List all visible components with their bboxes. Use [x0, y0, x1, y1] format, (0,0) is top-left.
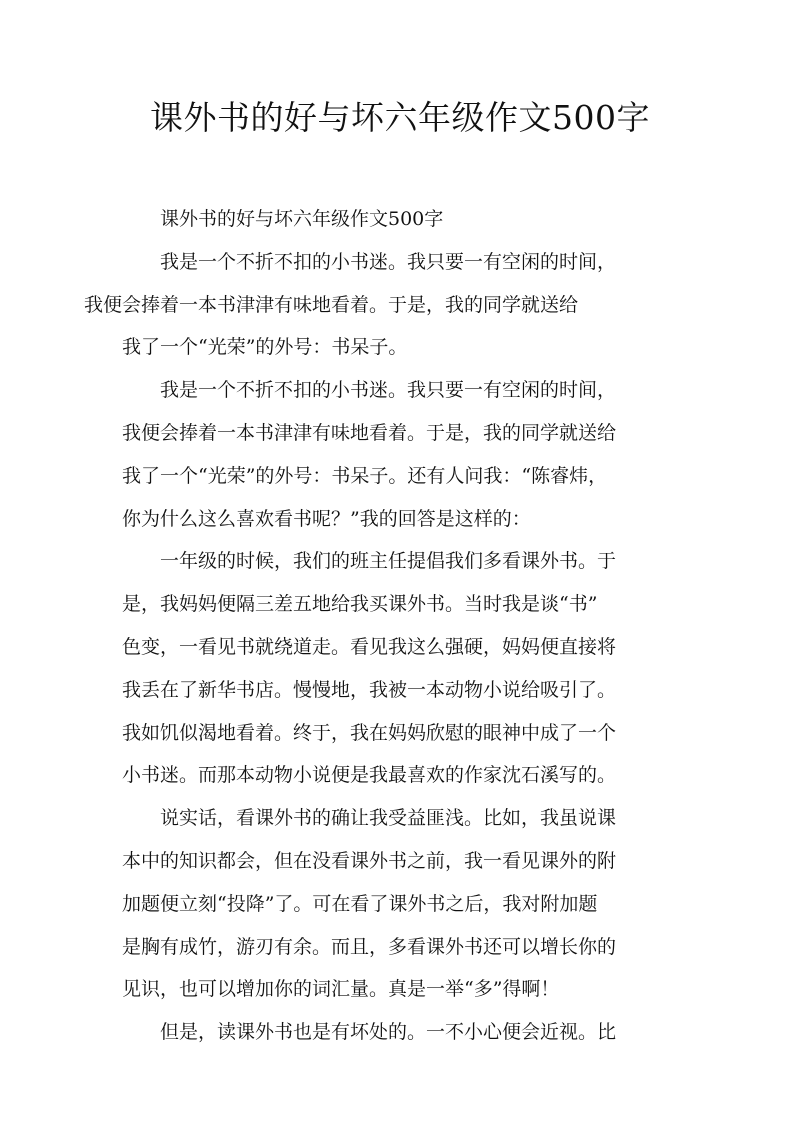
text-line: 我如饥似渴地看着。终于，我在妈妈欣慰的眼神中成了一个	[122, 721, 617, 744]
paragraph-2	[122, 369, 682, 540]
text-line: 一年级的时候，我们的班主任提倡我们多看课外书。于	[160, 550, 617, 573]
text-line: 我丢在了新华书店。慢慢地，我被一本动物小说给吸引了。	[122, 678, 617, 701]
text-line: 我了一个“光荣”的外号：书呆子。	[122, 336, 408, 359]
paragraph-3	[122, 540, 682, 797]
paragraph-1	[84, 241, 682, 369]
paragraph-5	[122, 1011, 682, 1054]
text-line: 但是，读课外书也是有坏处的。一不小心便会近视。比	[160, 1021, 617, 1044]
document-body	[84, 198, 682, 1054]
text-line: 本中的知识都会，但在没看课外书之前，我一看见课外的附	[122, 849, 617, 872]
text-line: 课外书的好与坏六年级作文500字	[160, 208, 444, 230]
text-line: 是，我妈妈便隔三差五地给我买课外书。当时我是谈“书”	[122, 593, 598, 616]
text-line: 小书迷。而那本动物小说便是我最喜欢的作家沈石溪写的。	[122, 764, 617, 787]
text-line: 我便会捧着一本书津津有味地看着。于是，我的同学就送给	[122, 421, 617, 444]
text-line: 我了一个“光荣”的外号：书呆子。还有人问我：“陈睿炜，	[122, 464, 608, 487]
paragraph-4	[122, 797, 682, 1011]
text-line: 我是一个不折不扣的小书迷。我只要一有空闲的时间，	[160, 379, 617, 402]
text-line: 加题便立刻“投降”了。可在看了课外书之后，我对附加题	[122, 892, 598, 915]
document-title: 课外书的好与坏六年级作文500字	[150, 98, 650, 137]
text-line: 说实话，看课外书的确让我受益匪浅。比如，我虽说课	[160, 807, 617, 830]
text-line: 我便会捧着一本书津津有味地看着。于是，我的同学就送给	[84, 293, 579, 316]
text-line: 我是一个不折不扣的小书迷。我只要一有空闲的时间，	[160, 250, 617, 273]
text-line: 色变，一看见书就绕道走。看见我这么强硬，妈妈便直接将	[122, 635, 617, 658]
text-line: 是胸有成竹，游刃有余。而且，多看课外书还可以增长你的	[122, 935, 617, 958]
paragraph-subtitle	[122, 198, 682, 241]
text-line: 你为什么这么喜欢看书呢？”我的回答是这样的：	[122, 507, 531, 530]
text-line: 见识，也可以增加你的词汇量。真是一举“多”得啊！	[122, 978, 560, 1001]
